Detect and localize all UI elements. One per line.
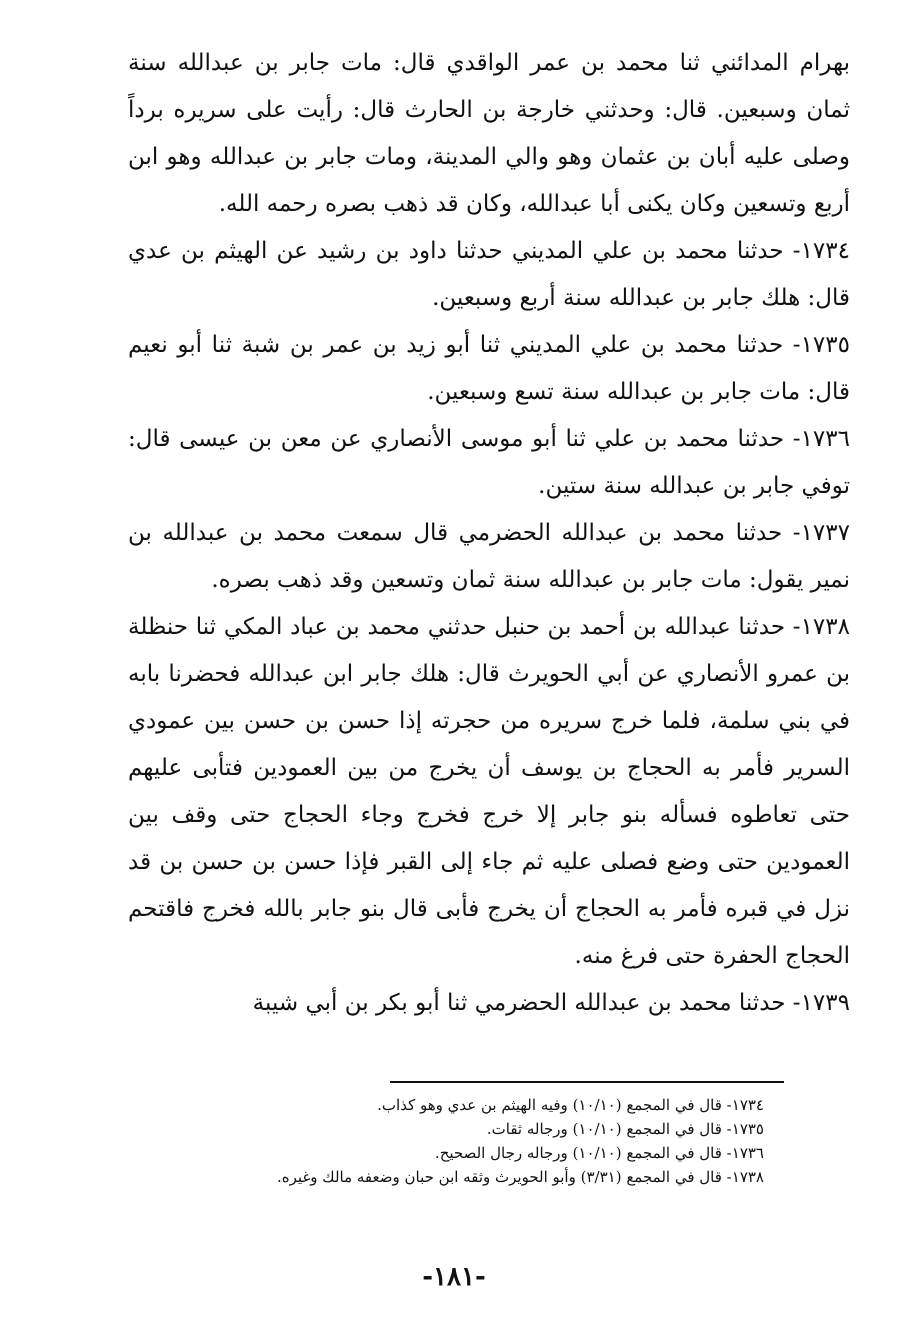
page-number: -١٨١- bbox=[422, 1262, 486, 1292]
hadith-1736: ١٧٣٦- حدثنا محمد بن علي ثنا أبو موسى الأنصاري عن معن بن عيسى قال: توفي جابر بن عبدالله سنة ستين. bbox=[128, 426, 850, 499]
footnote-1736: ١٧٣٦- قال في المجمع (١٠/١٠) ورجاله رجال الصحيح. bbox=[434, 1144, 764, 1162]
main-text bbox=[128, 40, 850, 1027]
paragraph-continuation: بهرام المدائني ثنا محمد بن عمر الواقدي قال: مات جابر بن عبدالله سنة ثمان وسبعين. قال: وحدثني خارجة بن الحارث قال: رأيت على سريره برداً وصلى عليه أبان بن عثمان وهو والي المدينة، ومات جابر بن عبدالله وهو ابن أربع وتسعين وكان يكنى أبا عبدالله، وكان قد ذهب بصره رحمه الله. bbox=[128, 50, 850, 217]
hadith-1738: ١٧٣٨- حدثنا عبدالله بن أحمد بن حنبل حدثني محمد بن عباد المكي ثنا حنظلة بن عمرو الأنصاري عن أبي الحويرث قال: هلك جابر ابن عبدالله فحضرنا بابه في بني سلمة، فلما خرج سريره من حجرته إذا حسن بن حسن بين عمودي السرير فأمر به الحجاج بن يوسف أن يخرج من بين العمودين فتأبى عليهم حتى تعاطوه فسأله بنو جابر إلا خرج فخرج وجاء الحجاج حتى وقف بين العمودين حتى وضع فصلى عليه ثم جاء إلى القبر فإذا حسن بن حسن بن قد نزل في قبره فأمر به الحجاج أن يخرج فأبى قال بنو جابر بالله فخرج فاقتحم الحجاج الحفرة حتى فرغ منه. bbox=[128, 614, 850, 969]
footnotes bbox=[180, 1093, 764, 1189]
hadith-1737: ١٧٣٧- حدثنا محمد بن عبدالله الحضرمي قال سمعت محمد بن عبدالله بن نمير يقول: مات جابر بن عبدالله سنة ثمان وتسعين وقد ذهب بصره. bbox=[128, 520, 850, 593]
footnote-divider bbox=[390, 1081, 784, 1083]
hadith-1734: ١٧٣٤- حدثنا محمد بن علي المديني حدثنا داود بن رشيد عن الهيثم بن عدي قال: هلك جابر بن عبدالله سنة أربع وسبعين. bbox=[128, 238, 850, 311]
footnote-1734: ١٧٣٤- قال في المجمع (١٠/١٠) وفيه الهيثم بن عدي وهو كذاب. bbox=[377, 1096, 764, 1114]
footnote-1735: ١٧٣٥- قال في المجمع (١٠/١٠) ورجاله ثقات. bbox=[486, 1120, 764, 1138]
footnote-1738: ١٧٣٨- قال في المجمع (٣/٣١) وأبو الحويرث وثقه ابن حبان وضعفه مالك وغيره. bbox=[277, 1168, 764, 1186]
hadith-1739: ١٧٣٩- حدثنا محمد بن عبدالله الحضرمي ثنا أبو بكر بن أبي شيبة bbox=[252, 990, 850, 1016]
hadith-1735: ١٧٣٥- حدثنا محمد بن علي المديني ثنا أبو زيد بن عمر بن شبة ثنا أبو نعيم قال: مات جابر بن عبدالله سنة تسع وسبعين. bbox=[128, 332, 850, 405]
